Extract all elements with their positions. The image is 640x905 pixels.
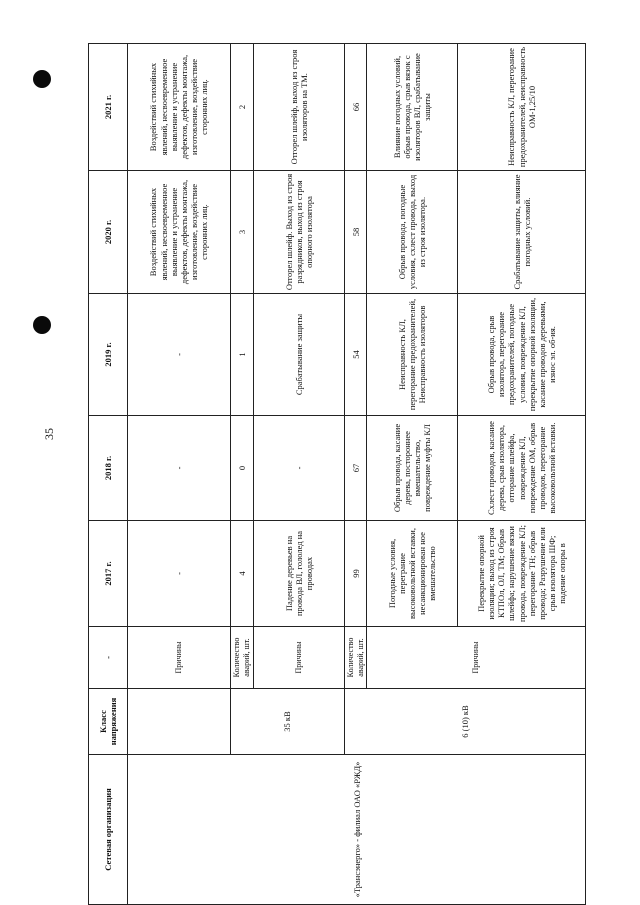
row-label: Количество аварий, шт.: [345, 627, 367, 689]
cell: Срабатывание защиты: [254, 294, 345, 416]
cell: Обрыв провода, погодные условия, схлест провода, выход из строя изолятора.: [367, 171, 458, 294]
cell: Схлест проводов, касание дерева, срыв изолятора, отгорание шлейфа, повреждение КЛ, повреждение ОМ, обрыв проводов, перегорание высоковольтной вставки.: [458, 416, 586, 521]
header-organization: Сетевая организация: [89, 755, 128, 905]
cell: Перекрытие опорной изоляции; выход из строя КТПОл, ОЛ, ТМ; Обрыв шлейфа; нарушение вязки провода, повреждение КЛ; перегорание ТН; обрыв провода; Разрушение или срыв изолятора ШФ; падение опоры в: [458, 521, 586, 627]
cell: 58: [345, 171, 367, 294]
row-label: Причины: [254, 627, 345, 689]
cell: Влияние погодных условий, обрыв провода, срыв вязок с изоляторов ВЛ, срабатывание защиты: [367, 44, 458, 171]
cell: 2: [231, 44, 254, 171]
punch-hole: [33, 70, 51, 88]
cell: -: [128, 294, 231, 416]
cell: 67: [345, 416, 367, 521]
header-row: [89, 44, 128, 905]
header-2019: 2019 г.: [89, 294, 128, 416]
header-voltage: Класс напряжения: [89, 689, 128, 755]
row-label: Причины: [367, 627, 586, 689]
header-2020: 2020 г.: [89, 171, 128, 294]
cell: 66: [345, 44, 367, 171]
header-2018: 2018 г.: [89, 416, 128, 521]
punch-hole: [33, 316, 51, 334]
table-row: [128, 44, 231, 905]
voltage-cell: 35 кВ: [231, 689, 345, 755]
voltage-cell-empty: [128, 689, 231, 755]
row-label: Причины: [128, 627, 231, 689]
cell: Воздействий стихийных явлений, несвоевременное выявление и устранение дефектов, дефекты монтажа, изготовление, воздействие сторонних лиц.: [128, 44, 231, 171]
cell: Срабатывание защиты, влияние погодных условий.: [458, 171, 586, 294]
cell: Неисправность КЛ, перегорание предохранителей, неисправность ОМ-1,25/10: [458, 44, 586, 171]
cell: Воздействий стихийных явлений, несвоевременное выявление и устранение дефектов, дефекты монтажа, изготовление, воздействие сторонних лиц.: [128, 171, 231, 294]
voltage-cell: 6 (10) кВ: [345, 689, 586, 755]
cell: Погодные условия, переграние высоковольтной вставки, несанкционирован ное вмешательство: [367, 521, 458, 627]
row-label: Количество аварий, шт.: [231, 627, 254, 689]
cell: 4: [231, 521, 254, 627]
cell: -: [128, 416, 231, 521]
cell: Отгорел шлейф. Выход из строя разрядников, выход из строя опорного изолятора: [254, 171, 345, 294]
cell: Обрыв провода, срыв изолятора, перегорание предохранителей, погодные условия, повреждение КЛ, перекрытие опорной изоляции, касание проводов деревьями, износ эл. об-ия.: [458, 294, 586, 416]
cell: -: [128, 521, 231, 627]
accidents-table: [88, 43, 586, 905]
cell: Неисправность КЛ, перегорание предохранителей, Неисправность изоляторов: [367, 294, 458, 416]
cell: 1: [231, 294, 254, 416]
cell: 3: [231, 171, 254, 294]
cell: 0: [231, 416, 254, 521]
cell: 54: [345, 294, 367, 416]
rotated-table-area: [88, 44, 568, 905]
cell: Падение деревьев на провода ВЛ, гололед на проводах: [254, 521, 345, 627]
cell: -: [254, 416, 345, 521]
page-number: 35: [42, 428, 56, 440]
header-param: -: [89, 627, 128, 689]
cell: Обрыв провода, касание дерева, постороннее вмешательство, повреждение муфты КЛ: [367, 416, 458, 521]
organization-cell: «Трансэнерго» - филиал ОАО «РЖД»: [128, 755, 586, 905]
header-2017: 2017 г.: [89, 521, 128, 627]
cell: Отгорел шлейф, выход из строя изоляторов на ТМ.: [254, 44, 345, 171]
cell: 99: [345, 521, 367, 627]
header-2021: 2021 г.: [89, 44, 128, 171]
